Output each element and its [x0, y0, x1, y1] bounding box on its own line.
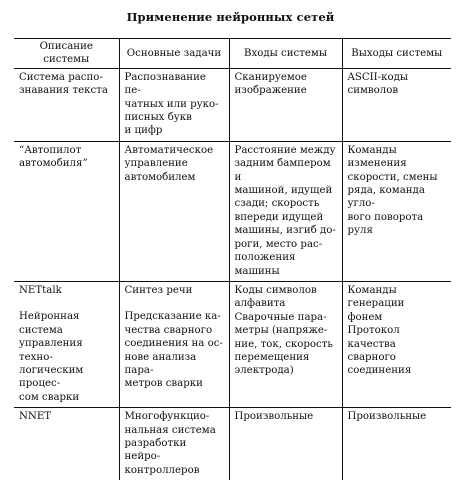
cell-tasks [119, 141, 229, 281]
cell-line: и цифр [124, 125, 163, 137]
cell-inputs [229, 408, 342, 480]
cell-line: нальная система [124, 424, 216, 436]
cell-line: символов [347, 85, 399, 97]
header-system-outputs: Выходы системы [342, 39, 451, 69]
cell-line: задним бампером и [234, 158, 331, 183]
cell-line: роги, место рас- [234, 238, 323, 250]
cell-line: писных букв [124, 112, 192, 124]
cell-line: Нейронная система [19, 311, 80, 336]
cell-line: ряда, команда угло- [347, 185, 425, 210]
cell-line: Многофункцио- [124, 411, 210, 423]
table-row [14, 141, 451, 281]
table-row [14, 408, 451, 480]
cell-description [14, 68, 119, 141]
cell-line: Сварочные пара- [234, 311, 327, 323]
cell-description [14, 408, 119, 480]
cell-line: NETtalk [19, 284, 62, 296]
cell-line: Синтез речи [124, 284, 193, 296]
cell-line: NNET [19, 411, 52, 423]
cell-line: Предсказание ка- [124, 311, 221, 323]
cell-line: Команды изменения [347, 144, 407, 170]
cell-line: управления техно- [19, 338, 83, 363]
header-row [14, 39, 451, 69]
cell-line: знавания текста [19, 85, 108, 97]
cell-line: разработки нейро- [124, 437, 187, 463]
cell-line: вого поворота руля [347, 211, 424, 237]
cell-tasks [119, 281, 229, 407]
table-row [14, 281, 451, 407]
cell-line: сзади; скорость [234, 198, 320, 210]
cell-line: Сканируемое [234, 71, 307, 83]
cell-tasks [119, 408, 229, 480]
cell-outputs [342, 281, 451, 407]
cell-line: сом сварки [19, 391, 80, 403]
cell-inputs [229, 68, 342, 141]
cell-line: Автоматическое [124, 144, 214, 156]
cell-line: изображение [234, 85, 307, 97]
cell-line: сварного соединения [347, 351, 412, 377]
cell-line: метров сварки [124, 378, 203, 390]
cell-inputs [229, 141, 342, 281]
cell-description [14, 281, 119, 407]
cell-outputs [342, 141, 451, 281]
cell-line: чества сварного [124, 324, 213, 336]
cell-line: “Автопилот [19, 144, 82, 156]
cell-line: электрода) [234, 365, 294, 377]
cell-line: Команды генерации [347, 284, 405, 310]
header-system-description: Описание системы [14, 39, 119, 69]
cell-line: Распознавание пе- [124, 71, 206, 97]
cell-line: машины, изгиб до- [234, 225, 336, 237]
cell-line: автомобилем [124, 171, 196, 183]
cell-gap [19, 297, 115, 310]
cell-line: алфавита [234, 298, 286, 310]
cell-outputs [342, 68, 451, 141]
cell-line: перемещения [234, 351, 310, 363]
cell-line: впереди идущей [234, 211, 324, 223]
table-row [14, 68, 451, 141]
cell-line: управление [124, 158, 188, 170]
cell-line: скорости, смены [347, 171, 438, 183]
applications-table [14, 38, 451, 480]
cell-line: Расстояние между [234, 144, 336, 156]
cell-line: автомобиля” [19, 158, 88, 170]
cell-line: Система распо- [19, 71, 103, 83]
cell-line: Произвольные [347, 411, 427, 423]
cell-description [14, 141, 119, 281]
cell-line: контроллеров [124, 464, 200, 476]
table-title: Применение нейронных сетей [126, 10, 335, 24]
cell-outputs [342, 408, 451, 480]
header-main-tasks: Основные задачи [119, 39, 229, 69]
cell-gap [125, 297, 225, 310]
cell-inputs [229, 281, 342, 407]
cell-line: машиной, идущей [234, 185, 333, 197]
cell-line: Коды символов [234, 284, 317, 296]
header-system-inputs: Входы системы [229, 39, 342, 69]
cell-tasks [119, 68, 229, 141]
cell-line: Произвольные [234, 411, 314, 423]
cell-line: Протокол качества [347, 325, 400, 350]
cell-line: фонем [347, 311, 383, 323]
cell-line: логическим процес- [19, 364, 84, 390]
cell-line: метры (напряже- [234, 325, 328, 337]
cell-line: положения машины [234, 252, 296, 277]
cell-line: ние, ток, скорость [234, 338, 333, 350]
cell-line: нове анализа пара- [124, 351, 197, 376]
cell-line: ASCII-коды [347, 71, 409, 83]
cell-line: чатных или руко- [124, 98, 219, 110]
cell-line: соединения на ос- [124, 338, 223, 350]
